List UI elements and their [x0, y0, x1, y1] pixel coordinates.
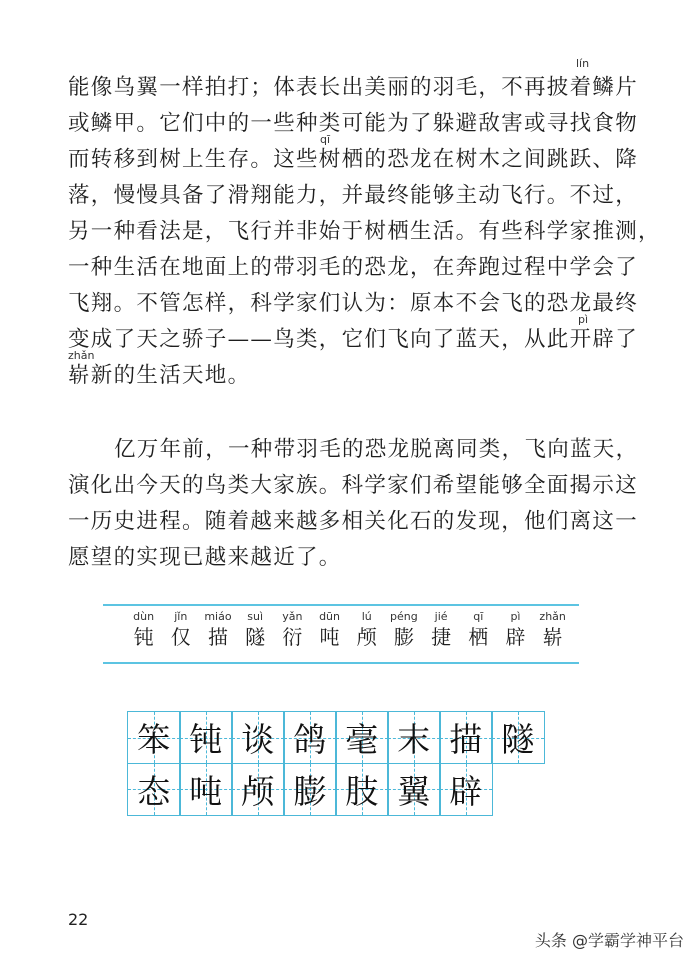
vocab-char: 辟 [505, 625, 526, 649]
grid-char: 谈 [241, 720, 275, 759]
text-line [68, 286, 639, 322]
vocab-char: 仅 [170, 625, 191, 649]
grid-char: 态 [137, 771, 171, 811]
grid-char: 肢 [345, 771, 379, 811]
line-text: 能像鸟翼一样拍打；体表长出美丽的羽毛，不再披着鳞片 [68, 75, 639, 100]
vocab-item [311, 610, 348, 650]
grid-cell [283, 711, 337, 764]
pinyin-annotation: qī [320, 133, 331, 146]
grid-cell [439, 711, 493, 764]
vocab-item [534, 610, 571, 650]
vocab-pinyin: dùn [133, 610, 155, 623]
grid-cell [491, 711, 545, 764]
grid-char: 翼 [397, 771, 431, 811]
grid-char: 描 [449, 720, 483, 759]
vocab-char: 衍 [282, 625, 303, 649]
vocab-pinyin: miáo [204, 610, 232, 623]
text-line [68, 178, 639, 214]
paragraph-2 [68, 432, 639, 576]
grid-cell [439, 763, 493, 816]
grid-char: 毫 [345, 720, 379, 759]
line-text: 演化出今天的鸟类大家族。科学家们希望能够全面揭示这 [68, 473, 639, 498]
watermark: 头条 @学霸学神平台 [534, 931, 684, 950]
vocab-item [162, 610, 199, 650]
writing-grid [127, 711, 543, 814]
text-line [68, 432, 639, 468]
grid-char: 钝 [189, 720, 223, 759]
text-line [68, 313, 639, 358]
text-line [68, 133, 639, 178]
text-line [68, 540, 634, 576]
grid-char: 吨 [189, 771, 223, 811]
line-text: 变成了天之骄子——鸟类，它们飞向了蓝天，从此开辟了 [68, 327, 639, 352]
vocab-item [348, 610, 385, 650]
vocab-pinyin: zhǎn [539, 610, 566, 623]
vocab-pinyin: qī [473, 610, 484, 623]
grid-char: 颅 [241, 771, 275, 811]
line-text: 飞翔。不管怎样，科学家们认为：原本不会飞的恐龙最终 [68, 291, 639, 316]
vocab-pinyin: lú [361, 610, 372, 623]
grid-char: 隧 [501, 720, 535, 759]
vocab-item [497, 610, 534, 650]
line-text: 亿万年前，一种带羽毛的恐龙脱离同类，飞向蓝天， [114, 437, 639, 462]
grid-char: 笨 [137, 720, 171, 759]
paragraph-1 [68, 57, 661, 394]
grid-cell [335, 711, 389, 764]
vocab-pinyin: jié [434, 610, 448, 623]
vocab-pinyin: suì [247, 610, 264, 623]
grid-cell [283, 763, 337, 816]
grid-char: 膨 [293, 771, 327, 811]
line-text: 或鳞甲。它们中的一些种类可能为了躲避敌害或寻找食物 [68, 111, 639, 136]
grid-char: 鸽 [293, 720, 327, 759]
grid-cell [127, 763, 181, 816]
line-text: 愿望的实现已越来越近了。 [68, 545, 342, 570]
line-text: 而转移到树上生存。这些树栖的恐龙在树木之间跳跃、降 [68, 147, 639, 172]
vocab-item [125, 610, 162, 650]
grid-cell [387, 763, 441, 816]
vocab-char: 吨 [319, 625, 340, 649]
grid-char: 末 [397, 720, 431, 759]
line-text: 另一种看法是，飞行并非始于树栖生活。有些科学家推测， [68, 219, 661, 244]
grid-cell [231, 711, 285, 764]
vocab-char: 膨 [393, 625, 414, 649]
line-text: 崭新的生活天地。 [68, 363, 251, 388]
vocab-char: 捷 [431, 625, 452, 649]
page-number: 22 [68, 910, 89, 929]
pinyin-annotation: zhǎn [68, 349, 95, 362]
vocab-pinyin: jǐn [174, 610, 188, 623]
text-line [68, 57, 639, 106]
vocab-pinyin: dūn [319, 610, 340, 623]
pinyin-annotation: lín [576, 57, 590, 70]
text-line [68, 106, 639, 142]
grid-cell [179, 763, 233, 816]
vocab-item [274, 610, 311, 650]
vocab-char: 隧 [245, 625, 266, 649]
grid-cell [231, 763, 285, 816]
grid-cell [335, 763, 389, 816]
text-line [68, 349, 634, 394]
line-text: 一种生活在地面上的带羽毛的恐龙，在奔跑过程中学会了 [68, 255, 639, 280]
grid-row-2 [127, 763, 543, 815]
vocab-char: 颅 [356, 625, 377, 649]
vocabulary-bar [103, 604, 579, 664]
vocab-pinyin: pì [510, 610, 521, 623]
vocab-char: 钝 [133, 625, 154, 649]
vocab-pinyin: yǎn [282, 610, 303, 623]
vocab-char: 栖 [468, 625, 489, 649]
pinyin-annotation: pì [578, 313, 589, 326]
grid-cell [179, 711, 233, 764]
grid-row-1 [127, 711, 543, 763]
grid-cell [127, 711, 181, 764]
vocab-char: 崭 [542, 625, 563, 649]
grid-cell [387, 711, 441, 764]
text-line [68, 504, 639, 540]
vocab-char: 描 [207, 625, 228, 649]
line-text: 一历史进程。随着越来越多相关化石的发现，他们离这一 [68, 509, 639, 534]
text-line [68, 250, 639, 286]
grid-char: 辟 [449, 771, 483, 811]
vocab-pinyin: péng [390, 610, 418, 623]
vocab-item [237, 610, 274, 650]
line-text: 落，慢慢具备了滑翔能力，并最终能够主动飞行。不过， [68, 183, 639, 208]
vocabulary-list [125, 610, 571, 650]
vocab-item [423, 610, 460, 650]
text-line [68, 214, 661, 250]
vocab-item [385, 610, 422, 650]
text-line [68, 468, 639, 504]
vocab-item [460, 610, 497, 650]
vocab-item [199, 610, 236, 650]
